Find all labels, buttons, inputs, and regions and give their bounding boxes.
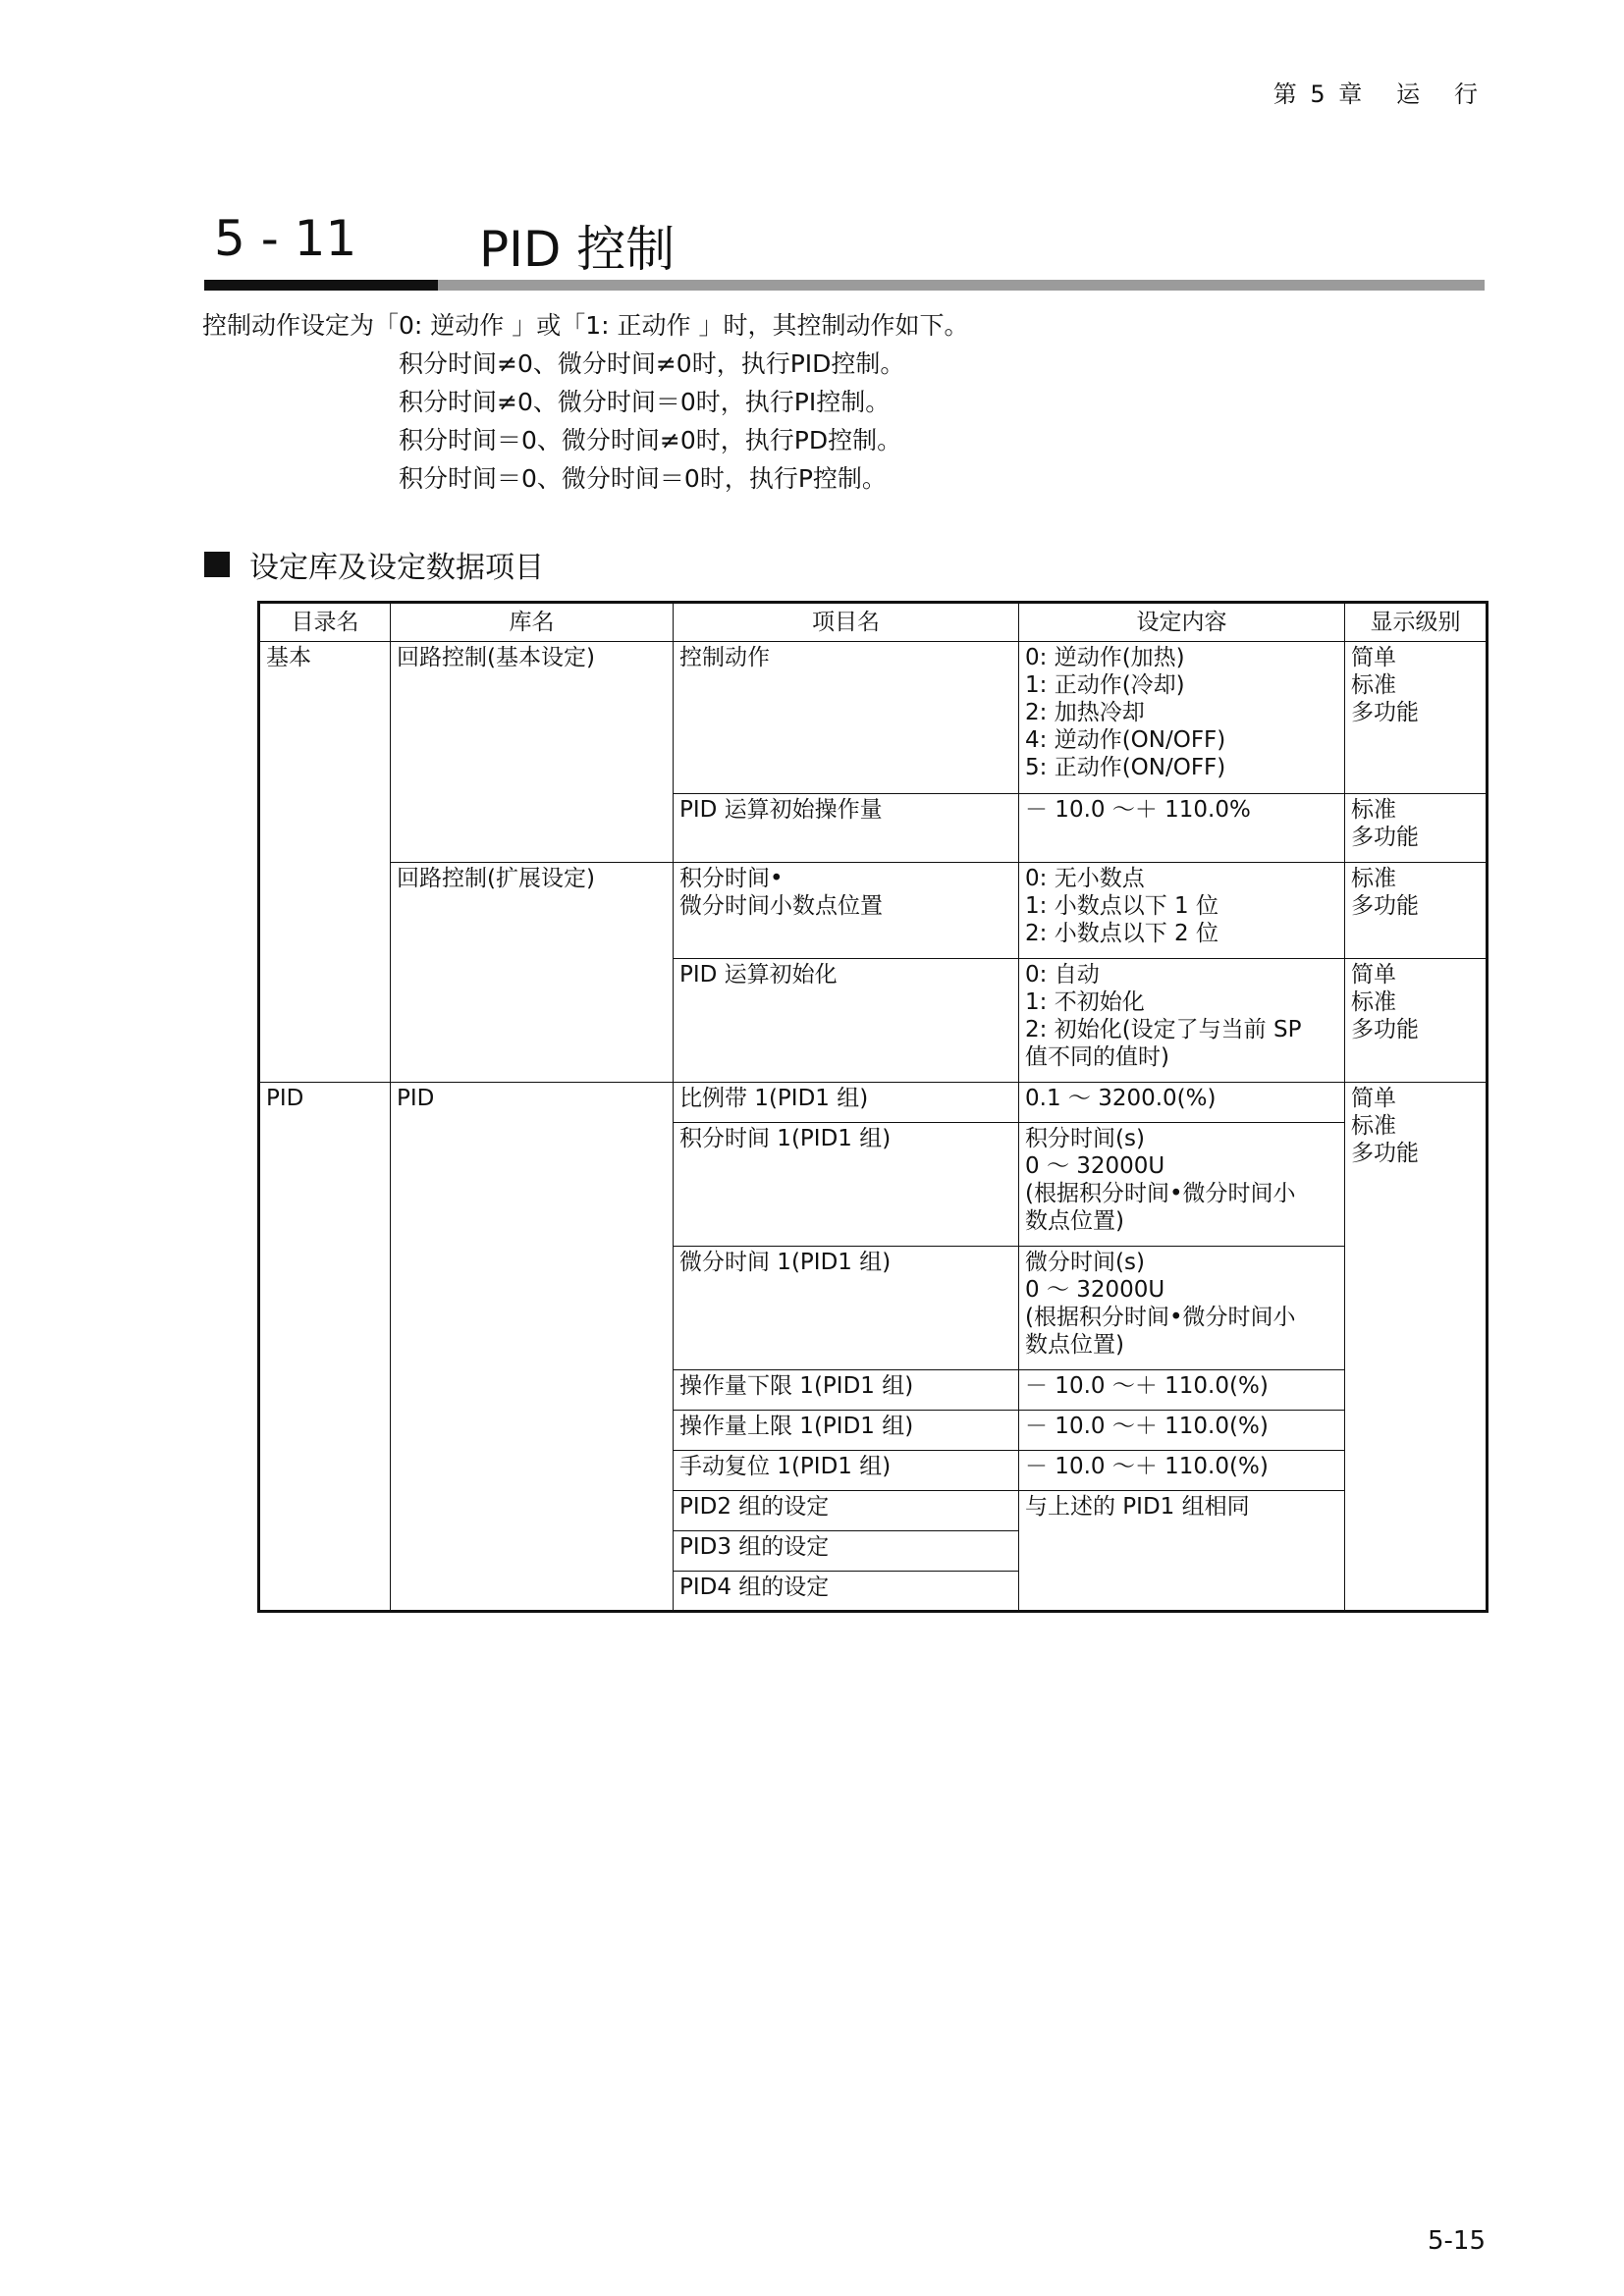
cell-level: 标准 多功能 xyxy=(1345,863,1488,959)
square-bullet-icon xyxy=(204,552,230,577)
cell-level: 简单 标准 多功能 xyxy=(1345,1083,1488,1612)
cell-item: PID2 组的设定 xyxy=(674,1491,1019,1531)
cell-item: PID4 组的设定 xyxy=(674,1572,1019,1612)
cell-bank: PID xyxy=(391,1083,674,1612)
cell-content: － 10.0 ～＋ 110.0(%) xyxy=(1019,1370,1345,1411)
cell-catalog: PID xyxy=(259,1083,391,1612)
cell-bank: 回路控制(扩展设定) xyxy=(391,863,674,1083)
col-header-catalog: 目录名 xyxy=(259,603,391,642)
page-number: 5-15 xyxy=(1427,2226,1486,2256)
cell-item: 比例带 1(PID1 组) xyxy=(674,1083,1019,1123)
intro-condition: 积分时间≠0、微分时间≠0时，执行PID控制。 xyxy=(399,349,905,378)
cell-item: 积分时间• 微分时间小数点位置 xyxy=(674,863,1019,959)
cell-content: 0: 无小数点 1: 小数点以下 1 位 2: 小数点以下 2 位 xyxy=(1019,863,1345,959)
cell-content: － 10.0 ～＋ 110.0(%) xyxy=(1019,1411,1345,1451)
cell-content: 积分时间(s) 0 ～ 32000U (根据积分时间•微分时间小 数点位置) xyxy=(1019,1123,1345,1247)
table-subheading xyxy=(204,543,544,586)
cell-item: 操作量上限 1(PID1 组) xyxy=(674,1411,1019,1451)
intro-condition: 积分时间＝0、微分时间＝0时，执行P控制。 xyxy=(399,464,887,493)
table-row xyxy=(259,642,1488,794)
col-header-content: 设定内容 xyxy=(1019,603,1345,642)
cell-bank: 回路控制(基本设定) xyxy=(391,642,674,863)
cell-content: 微分时间(s) 0 ～ 32000U (根据积分时间•微分时间小 数点位置) xyxy=(1019,1247,1345,1370)
intro-lead: 控制动作设定为「0: 逆动作 」或「1: 正动作 」时，其控制动作如下。 xyxy=(202,311,969,340)
section-number: 5 - 11 xyxy=(214,210,357,267)
col-header-item: 项目名 xyxy=(674,603,1019,642)
subheading-text: 设定库及设定数据项目 xyxy=(249,551,544,585)
cell-item: 手动复位 1(PID1 组) xyxy=(674,1451,1019,1491)
settings-table xyxy=(257,601,1489,1613)
cell-item: 控制动作 xyxy=(674,642,1019,794)
cell-level: 简单 标准 多功能 xyxy=(1345,959,1488,1083)
cell-level: 简单 标准 多功能 xyxy=(1345,642,1488,794)
cell-item: 积分时间 1(PID1 组) xyxy=(674,1123,1019,1247)
intro-condition: 积分时间＝0、微分时间≠0时，执行PD控制。 xyxy=(399,426,902,454)
intro-paragraph xyxy=(202,306,968,498)
cell-item: PID 运算初始化 xyxy=(674,959,1019,1083)
cell-level: 标准 多功能 xyxy=(1345,794,1488,863)
cell-content: 0: 逆动作(加热) 1: 正动作(冷却) 2: 加热冷却 4: 逆动作(ON/OFF) 5: 正动作(ON/OFF) xyxy=(1019,642,1345,794)
cell-content: 0: 自动 1: 不初始化 2: 初始化(设定了与当前 SP 值不同的值时) xyxy=(1019,959,1345,1083)
cell-item: PID3 组的设定 xyxy=(674,1531,1019,1572)
cell-item: PID 运算初始操作量 xyxy=(674,794,1019,863)
table-header-row xyxy=(259,603,1488,642)
title-rule-dark xyxy=(204,280,438,291)
table-row xyxy=(259,863,1488,959)
chapter-header: 第 5 章 运 行 xyxy=(1272,80,1481,108)
cell-catalog: 基本 xyxy=(259,642,391,1083)
col-header-level: 显示级别 xyxy=(1345,603,1488,642)
intro-condition: 积分时间≠0、微分时间＝0时，执行PI控制。 xyxy=(399,388,891,416)
col-header-bank: 库名 xyxy=(391,603,674,642)
cell-item: 微分时间 1(PID1 组) xyxy=(674,1247,1019,1370)
cell-content: 与上述的 PID1 组相同 xyxy=(1019,1491,1345,1612)
cell-content: 0.1 ～ 3200.0(%) xyxy=(1019,1083,1345,1123)
section-heading: PID 控制 xyxy=(479,221,676,278)
cell-item: 操作量下限 1(PID1 组) xyxy=(674,1370,1019,1411)
cell-content: － 10.0 ～＋ 110.0(%) xyxy=(1019,1451,1345,1491)
section-title xyxy=(208,210,1485,279)
title-rule-light xyxy=(438,280,1485,291)
table-row xyxy=(259,1083,1488,1123)
cell-content: － 10.0 ～＋ 110.0% xyxy=(1019,794,1345,863)
